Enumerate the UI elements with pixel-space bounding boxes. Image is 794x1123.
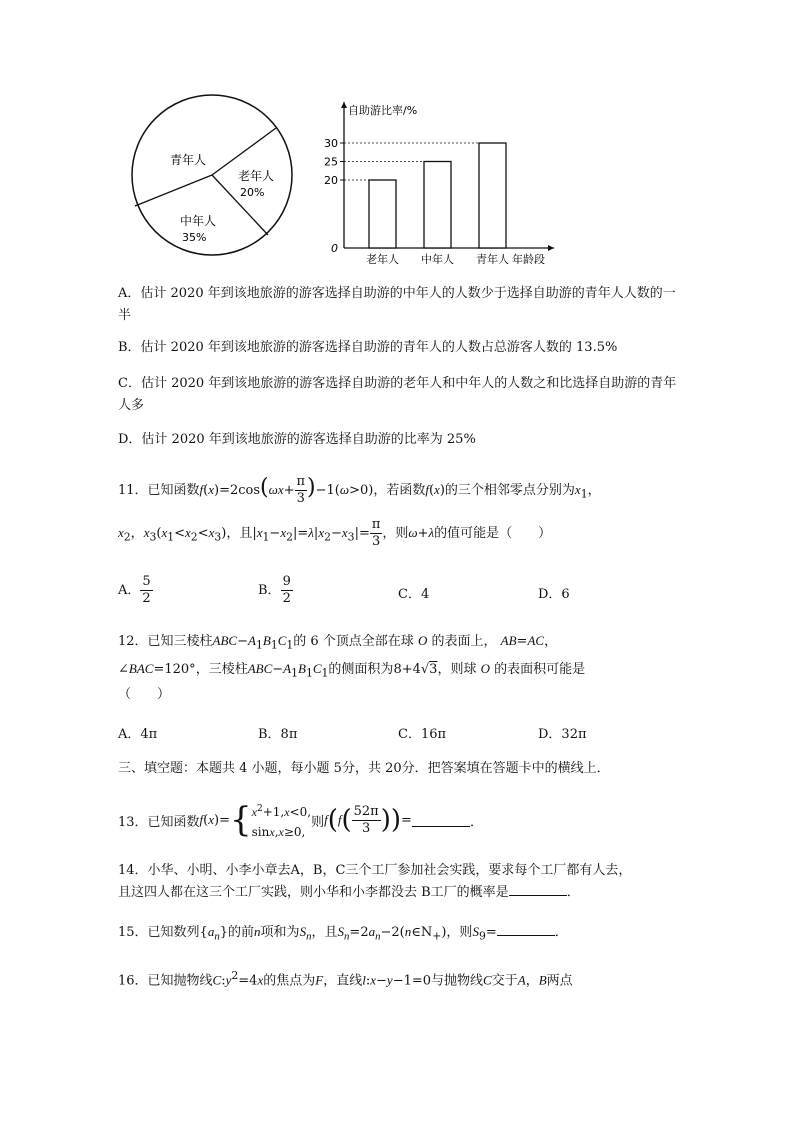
pie-pct-old: 20% [240, 186, 265, 199]
q15: 15．已知数列$\{a_n\}$的前n项和为$S_n$，且$S_n=2a_n-2(n\in N_+)$，则$S_9=$ ． [118, 924, 568, 943]
q12-option-b: B．8π [258, 727, 298, 742]
section-3-heading: 三、填空题：本题共 4 小题，每小题 5分，共 20分．把答案填在答题卡中的横线上． [118, 761, 610, 776]
x-tick-label: 青年人 [476, 253, 509, 264]
pie-divider-young-old [212, 128, 276, 175]
bar [369, 180, 396, 248]
pie-label-old: 老年人 [238, 169, 275, 183]
q12-option-c: C．16π [398, 727, 447, 742]
pie-pct-mid: 35% [182, 231, 207, 244]
q12-line2: ∠BAC=120°，三棱柱$ABC-A_1B_1C_1$的侧面积为8+4√3，则球 O 的表面积可能是 [118, 661, 586, 680]
q10-option-a: A．估计 2020 年到该地旅游的游客选择自助游的中年人的人数少于选择自助游的青年人人数的一半 [118, 286, 676, 323]
q13: 13．已知函数 f ( x )= { $x^2+1,x<0$, sinx,x≥0, 则 f ( f ( $\frac{52\pi}{3}$ )) = ． [118, 800, 483, 840]
pie-chart [118, 92, 308, 262]
q11-option-b: B． $\frac{9}{2}$ [258, 574, 291, 606]
q12-line3: （ ） [118, 687, 171, 702]
q14-line2: 且这四人都在这三个工厂实践，则小华和小李都没去 B工厂的概率是 ． [118, 885, 580, 900]
y-axis-arrow [341, 102, 347, 108]
q12-option-a: A．4π [118, 727, 158, 742]
q10-option-c: C．估计 2020 年到该地旅游的游客选择自助游的老年人和中年人的人数之和比选择自助游的青年人多 [118, 376, 677, 413]
q11-option-d: D．6 [538, 587, 570, 602]
pie-label-mid: 中年人 [180, 214, 217, 228]
y-tick-label: 25 [324, 155, 338, 169]
q10-option-b: B．估计 2020 年到该地旅游的游客选择自助游的青年人的人数占总游客人数的 13.5% [118, 340, 618, 355]
x-tick-label: 老年人 [366, 253, 399, 264]
pie-divider-old-mid [212, 175, 268, 235]
y-tick-label: 30 [324, 137, 338, 150]
q16: 16．已知抛物线$C:y^2=4x$的焦点为F，直线l:x−y−1=0与抛物线C交于A，B两点 [118, 969, 573, 989]
q11-line1: 11．已知函数f(x)=2cos(ωx+ $\frac{\pi}{3}$ )−1(ω>0)，若函数f(x)的三个相邻零点分别为$x_1$， [118, 474, 601, 506]
q14-line1: 14．小华、小明、小李小章去A，B，C三个工厂参加社会实践，要求每个工厂都有人去， [118, 863, 632, 878]
q11-option-a: A． $\frac{5}{2}$ [118, 574, 151, 606]
bar [424, 162, 451, 249]
pie-label-young: 青年人 [170, 153, 207, 167]
q12-line1: 12．已知三棱柱$ABC-A_1B_1C_1$的 6 个顶点全部在球 O 的表面上， AB=AC， [118, 633, 558, 652]
bar [479, 143, 506, 248]
x-axis-label: 年龄段 [512, 253, 545, 264]
y-axis-label: 自助游比率/% [348, 104, 418, 117]
q11-option-c: C．4 [398, 587, 430, 602]
q10-option-d: D．估计 2020 年到该地旅游的游客选择自助游的比率为 25% [118, 432, 476, 447]
bar-chart [318, 92, 568, 264]
pie-divider-mid-young [135, 175, 212, 206]
y-tick-label: 0 [331, 242, 338, 255]
x-axis-arrow [548, 245, 554, 251]
x-tick-label: 中年人 [421, 253, 454, 264]
q11-line2: $x_2$，$x_3(x_1<x_2<x_3)$，且$|x_1-x_2|=\lambda|x_2-x_3|=$ $\frac{\pi}{3}$ ，则ω+λ的值可能是（ ） [118, 517, 552, 549]
q12-option-d: D．32π [538, 727, 587, 742]
y-tick-label: 20 [324, 174, 338, 187]
